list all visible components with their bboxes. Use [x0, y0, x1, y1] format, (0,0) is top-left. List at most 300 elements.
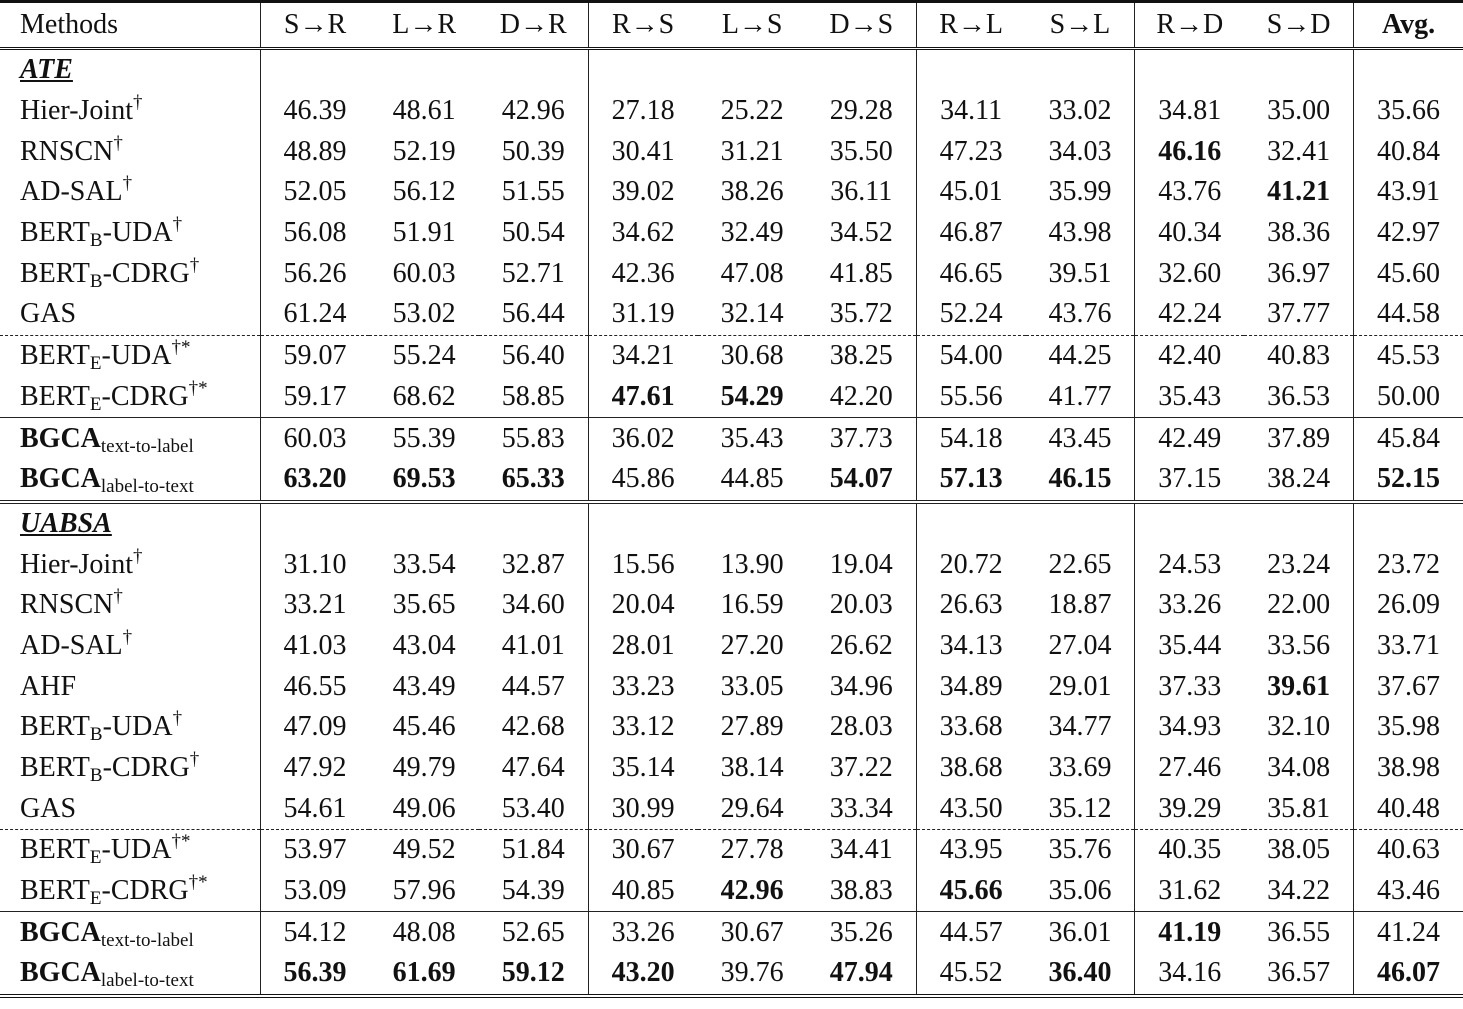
score-cell: 33.34 [807, 788, 916, 829]
score-cell: 32.14 [720, 298, 784, 330]
score-cell: 22.00 [1244, 585, 1353, 626]
score-cell: 37.15 [1158, 463, 1222, 495]
score-cell: 45.66 [939, 875, 1003, 907]
method-name [0, 172, 260, 213]
score-cell: 34.22 [1244, 871, 1353, 912]
empty-cell [1244, 49, 1353, 91]
method-superscript: †* [171, 337, 191, 359]
score-cell: 49.06 [392, 792, 456, 824]
table-row [0, 871, 1463, 912]
table-row [0, 91, 1463, 132]
method-subscript: label-to-text [100, 970, 194, 992]
score-cell: 33.26 [1158, 589, 1222, 621]
method-name [0, 91, 260, 132]
score-cell: 37.77 [1244, 294, 1353, 335]
method-name [0, 953, 260, 996]
avg-cell: 37.67 [1377, 670, 1441, 702]
score-cell: 54.39 [479, 871, 588, 912]
method-subscript: text-to-label [100, 435, 194, 457]
method-label: BGCA [20, 422, 101, 454]
score-cell: 40.83 [1244, 335, 1353, 376]
score-cell: 43.45 [1026, 418, 1135, 459]
score-cell: 56.40 [479, 335, 588, 376]
method-name [0, 666, 260, 707]
score-cell: 54.00 [916, 335, 1025, 376]
score-cell: 38.36 [1244, 213, 1353, 254]
method-superscript: † [189, 749, 200, 771]
avg-cell: 45.84 [1354, 418, 1463, 459]
score-cell: 28.01 [611, 629, 675, 661]
score-cell: 35.76 [1026, 830, 1135, 871]
avg-cell: 35.66 [1377, 95, 1441, 127]
score-cell: 35.12 [1026, 788, 1135, 829]
method-subscript: B [89, 230, 103, 252]
method-label: BERT [20, 217, 90, 249]
score-cell: 42.49 [1135, 418, 1244, 459]
avg-cell: 45.60 [1377, 257, 1441, 289]
empty-cell [1026, 502, 1135, 545]
table-row [0, 377, 1463, 418]
header-row [0, 2, 1463, 49]
table-row [0, 626, 1463, 667]
table-row [0, 666, 1463, 707]
score-cell: 53.97 [260, 830, 369, 871]
score-cell: 52.19 [392, 135, 456, 167]
method-label: BGCA [20, 957, 101, 989]
score-cell: 38.83 [807, 871, 916, 912]
score-cell: 35.81 [1244, 788, 1353, 829]
score-cell: 35.72 [807, 294, 916, 335]
score-cell: 35.43 [698, 418, 807, 459]
score-cell: 61.24 [283, 298, 347, 330]
method-label: BGCA [20, 916, 101, 948]
score-cell: 47.09 [283, 711, 347, 743]
score-cell: 36.02 [588, 418, 697, 459]
table-row [0, 172, 1463, 213]
score-cell: 25.22 [720, 95, 784, 127]
method-name [0, 459, 260, 502]
score-cell: 26.63 [939, 589, 1003, 621]
score-cell: 33.54 [392, 548, 456, 580]
table-row [0, 544, 1463, 585]
empty-cell [916, 49, 1025, 91]
score-cell: 34.16 [1135, 953, 1244, 996]
empty-cell [588, 502, 697, 545]
score-cell: 44.25 [1026, 335, 1135, 376]
score-cell: 32.49 [720, 217, 784, 249]
table-row [0, 748, 1463, 789]
empty-cell [807, 49, 916, 91]
score-cell: 32.87 [479, 544, 588, 585]
score-cell: 31.19 [611, 298, 675, 330]
score-cell: 55.83 [479, 418, 588, 459]
score-cell: 46.87 [939, 217, 1003, 249]
avg-cell: 43.91 [1377, 176, 1441, 208]
score-cell: 44.85 [720, 463, 784, 495]
method-subscript: B [89, 765, 103, 787]
score-cell: 24.53 [1158, 548, 1222, 580]
method-label: GAS [20, 792, 77, 824]
score-cell: 31.62 [1158, 875, 1222, 907]
score-cell: 56.12 [392, 176, 456, 208]
method-name [0, 335, 260, 376]
method-label: BERT [20, 752, 90, 784]
method-superscript: † [189, 254, 200, 276]
method-label: AD-SAL [20, 629, 123, 661]
score-cell: 69.53 [392, 463, 456, 495]
method-suffix: -CDRG [101, 380, 189, 412]
score-cell: 49.79 [392, 752, 456, 784]
method-name [0, 748, 260, 789]
score-cell: 51.91 [392, 217, 456, 249]
score-cell: 41.03 [283, 629, 347, 661]
method-label: Hier-Joint [20, 548, 133, 580]
empty-cell [1354, 502, 1463, 545]
score-cell: 15.56 [611, 548, 675, 580]
avg-cell: 46.07 [1354, 953, 1463, 996]
score-cell: 56.39 [260, 953, 369, 996]
method-subscript: E [89, 393, 102, 415]
score-cell: 59.17 [283, 380, 347, 412]
score-cell: 30.67 [588, 830, 697, 871]
score-cell: 34.52 [807, 213, 916, 254]
table-row [0, 830, 1463, 871]
score-cell: 29.01 [1026, 666, 1135, 707]
score-cell: 42.20 [807, 377, 916, 418]
column-header: D→R [479, 2, 588, 49]
table-row [0, 788, 1463, 829]
column-header: S→D [1244, 2, 1353, 49]
score-cell: 65.33 [479, 459, 588, 502]
method-suffix: -UDA [101, 340, 172, 372]
score-cell: 43.49 [392, 670, 456, 702]
score-cell: 34.81 [1158, 95, 1222, 127]
method-subscript: E [89, 888, 102, 910]
avg-cell: 23.72 [1377, 548, 1441, 580]
method-name [0, 418, 260, 459]
score-cell: 27.46 [1158, 752, 1222, 784]
score-cell: 52.71 [479, 253, 588, 294]
empty-cell [1244, 502, 1353, 545]
score-cell: 34.93 [1158, 711, 1222, 743]
section-title-row [0, 502, 1463, 545]
score-cell: 43.04 [392, 629, 456, 661]
score-cell: 37.22 [807, 748, 916, 789]
score-cell: 39.51 [1026, 253, 1135, 294]
method-label: AHF [20, 670, 77, 702]
column-header: D→S [807, 2, 916, 49]
score-cell: 35.14 [611, 752, 675, 784]
method-subscript: E [89, 353, 102, 375]
empty-cell [260, 502, 369, 545]
score-cell: 58.85 [479, 377, 588, 418]
score-cell: 53.02 [392, 298, 456, 330]
score-cell: 32.60 [1158, 257, 1222, 289]
score-cell: 42.40 [1135, 335, 1244, 376]
empty-cell [479, 49, 588, 91]
score-cell: 41.21 [1244, 172, 1353, 213]
method-superscript: † [132, 92, 143, 114]
avg-cell: 42.97 [1377, 217, 1441, 249]
table-row [0, 459, 1463, 502]
score-cell: 33.02 [1026, 91, 1135, 132]
score-cell: 33.05 [720, 670, 784, 702]
avg-cell: 45.53 [1354, 335, 1463, 376]
score-cell: 43.76 [1026, 294, 1135, 335]
score-cell: 42.68 [479, 707, 588, 748]
score-cell: 20.03 [807, 585, 916, 626]
score-cell: 29.28 [807, 91, 916, 132]
column-header: S→L [1026, 2, 1135, 49]
method-superscript: †* [188, 377, 208, 399]
score-cell: 49.52 [369, 830, 478, 871]
column-header: R→L [939, 9, 1003, 40]
method-name [0, 131, 260, 172]
score-cell: 34.21 [588, 335, 697, 376]
score-cell: 39.29 [1158, 792, 1222, 824]
score-cell: 36.40 [1026, 953, 1135, 996]
score-cell: 33.12 [611, 711, 675, 743]
score-cell: 46.39 [283, 95, 347, 127]
score-cell: 47.94 [807, 953, 916, 996]
method-superscript: † [113, 132, 123, 154]
score-cell: 28.03 [807, 707, 916, 748]
score-cell: 38.25 [807, 335, 916, 376]
empty-cell [698, 502, 807, 545]
avg-cell: 40.63 [1354, 830, 1463, 871]
score-cell: 43.76 [1158, 176, 1222, 208]
score-cell: 23.24 [1244, 544, 1353, 585]
score-cell: 13.90 [720, 548, 784, 580]
method-subscript: label-to-text [100, 476, 194, 498]
score-cell: 38.14 [720, 752, 784, 784]
column-header: L→S [721, 9, 783, 40]
method-name [0, 585, 260, 626]
score-cell: 48.08 [369, 912, 478, 953]
score-cell: 56.08 [283, 217, 347, 249]
method-suffix: -UDA [102, 711, 173, 743]
score-cell: 44.57 [916, 912, 1025, 953]
score-cell: 40.35 [1135, 830, 1244, 871]
score-cell: 35.44 [1158, 629, 1222, 661]
score-cell: 36.57 [1244, 953, 1353, 996]
score-cell: 51.84 [479, 830, 588, 871]
score-cell: 55.24 [369, 335, 478, 376]
method-superscript: †* [171, 831, 191, 853]
score-cell: 38.68 [939, 752, 1003, 784]
empty-cell [807, 502, 916, 545]
table-row [0, 912, 1463, 953]
score-cell: 41.19 [1135, 912, 1244, 953]
score-cell: 41.01 [479, 626, 588, 667]
score-cell: 40.85 [611, 875, 675, 907]
score-cell: 54.61 [283, 792, 347, 824]
empty-cell [698, 49, 807, 91]
avg-cell: 40.48 [1377, 792, 1441, 824]
score-cell: 47.92 [283, 752, 347, 784]
score-cell: 52.65 [479, 912, 588, 953]
table-row [0, 418, 1463, 459]
score-cell: 63.20 [283, 463, 347, 495]
score-cell: 34.41 [807, 830, 916, 871]
avg-cell: 43.46 [1377, 875, 1441, 907]
score-cell: 43.20 [588, 953, 697, 996]
score-cell: 46.15 [1026, 459, 1135, 502]
method-label: BERT [20, 834, 90, 866]
score-cell: 30.67 [698, 912, 807, 953]
method-label: BGCA [20, 463, 101, 495]
score-cell: 55.56 [939, 380, 1003, 412]
method-label: GAS [20, 298, 77, 330]
column-header: R→D [1156, 9, 1224, 40]
column-header: R→S [611, 9, 675, 40]
score-cell: 34.89 [939, 670, 1003, 702]
score-cell: 59.12 [479, 953, 588, 996]
section-title-row [0, 49, 1463, 91]
score-cell: 47.61 [611, 380, 675, 412]
score-cell: 42.96 [720, 875, 784, 907]
score-cell: 34.11 [940, 95, 1003, 127]
score-cell: 20.04 [611, 589, 675, 621]
table-row [0, 953, 1463, 996]
avg-cell: 52.15 [1377, 463, 1441, 495]
score-cell: 35.00 [1244, 91, 1353, 132]
section-title: UABSA [20, 507, 112, 539]
score-cell: 26.62 [807, 626, 916, 667]
avg-header: Avg. [1381, 9, 1436, 40]
score-cell: 37.89 [1244, 418, 1353, 459]
score-cell: 45.52 [916, 953, 1025, 996]
method-superscript: † [122, 626, 133, 648]
score-cell: 47.64 [479, 748, 588, 789]
score-cell: 34.13 [939, 629, 1003, 661]
method-label: BERT [20, 711, 90, 743]
method-name [0, 626, 260, 667]
method-name [0, 253, 260, 294]
score-cell: 60.03 [260, 418, 369, 459]
method-label: BERT [20, 257, 90, 289]
empty-cell [369, 502, 478, 545]
avg-cell: 44.58 [1377, 298, 1441, 330]
section-title: ATE [20, 54, 73, 86]
score-cell: 50.39 [479, 131, 588, 172]
score-cell: 16.59 [720, 589, 784, 621]
method-suffix: -CDRG [102, 752, 190, 784]
score-cell: 27.78 [698, 830, 807, 871]
score-cell: 33.56 [1244, 626, 1353, 667]
method-label: AD-SAL [20, 176, 123, 208]
score-cell: 39.02 [611, 176, 675, 208]
score-cell: 27.20 [720, 629, 784, 661]
score-cell: 30.99 [611, 792, 675, 824]
method-label: RNSCN [20, 135, 114, 167]
method-suffix: -CDRG [101, 875, 189, 907]
empty-cell [1354, 49, 1463, 91]
score-cell: 57.96 [392, 875, 456, 907]
method-subscript: B [89, 270, 103, 292]
score-cell: 51.55 [479, 172, 588, 213]
score-cell: 31.10 [283, 548, 347, 580]
method-label: BERT [20, 875, 90, 907]
score-cell: 34.96 [807, 666, 916, 707]
avg-cell: 35.98 [1377, 711, 1441, 743]
method-superscript: †* [188, 872, 208, 894]
score-cell: 53.09 [283, 875, 347, 907]
score-cell: 47.08 [720, 257, 784, 289]
score-cell: 36.01 [1026, 912, 1135, 953]
method-superscript: † [172, 708, 183, 730]
score-cell: 33.23 [611, 670, 675, 702]
score-cell: 41.85 [807, 253, 916, 294]
avg-cell: 41.24 [1354, 912, 1463, 953]
method-suffix: -CDRG [102, 257, 190, 289]
method-suffix: -UDA [102, 217, 173, 249]
score-cell: 33.26 [588, 912, 697, 953]
table-row [0, 335, 1463, 376]
score-cell: 35.26 [807, 912, 916, 953]
method-subscript: E [89, 847, 102, 869]
score-cell: 54.18 [916, 418, 1025, 459]
method-superscript: † [122, 173, 133, 195]
score-cell: 38.05 [1244, 830, 1353, 871]
score-cell: 22.65 [1026, 544, 1135, 585]
score-cell: 54.29 [720, 380, 784, 412]
method-subscript: B [89, 724, 103, 746]
score-cell: 56.26 [283, 257, 347, 289]
score-cell: 34.62 [611, 217, 675, 249]
score-cell: 42.24 [1158, 298, 1222, 330]
score-cell: 47.23 [939, 135, 1003, 167]
score-cell: 35.99 [1026, 172, 1135, 213]
method-name [0, 788, 260, 829]
score-cell: 59.07 [260, 335, 369, 376]
score-cell: 35.43 [1158, 380, 1222, 412]
method-label: BERT [20, 340, 90, 372]
score-cell: 36.11 [807, 172, 916, 213]
score-cell: 45.86 [611, 463, 675, 495]
method-name [0, 544, 260, 585]
score-cell: 52.05 [283, 176, 347, 208]
method-name [0, 707, 260, 748]
score-cell: 35.50 [807, 131, 916, 172]
score-cell: 40.34 [1158, 217, 1222, 249]
table-body [0, 49, 1463, 996]
score-cell: 34.60 [479, 585, 588, 626]
score-cell: 38.26 [720, 176, 784, 208]
score-cell: 48.61 [392, 95, 456, 127]
score-cell: 43.50 [939, 792, 1003, 824]
avg-cell: 38.98 [1377, 752, 1441, 784]
score-cell: 37.33 [1158, 670, 1222, 702]
score-cell: 30.68 [698, 335, 807, 376]
score-cell: 45.01 [939, 176, 1003, 208]
method-label: Hier-Joint [20, 95, 133, 127]
score-cell: 37.73 [807, 418, 916, 459]
score-cell: 57.13 [939, 463, 1003, 495]
avg-cell: 40.84 [1377, 135, 1441, 167]
score-cell: 34.03 [1026, 131, 1135, 172]
section-title-cell [0, 49, 260, 91]
score-cell: 34.77 [1026, 707, 1135, 748]
method-name [0, 213, 260, 254]
table-row [0, 131, 1463, 172]
score-cell: 33.21 [283, 589, 347, 621]
table-row [0, 213, 1463, 254]
table-row [0, 253, 1463, 294]
score-cell: 52.24 [939, 298, 1003, 330]
column-header: S→R [283, 9, 347, 40]
score-cell: 19.04 [807, 544, 916, 585]
